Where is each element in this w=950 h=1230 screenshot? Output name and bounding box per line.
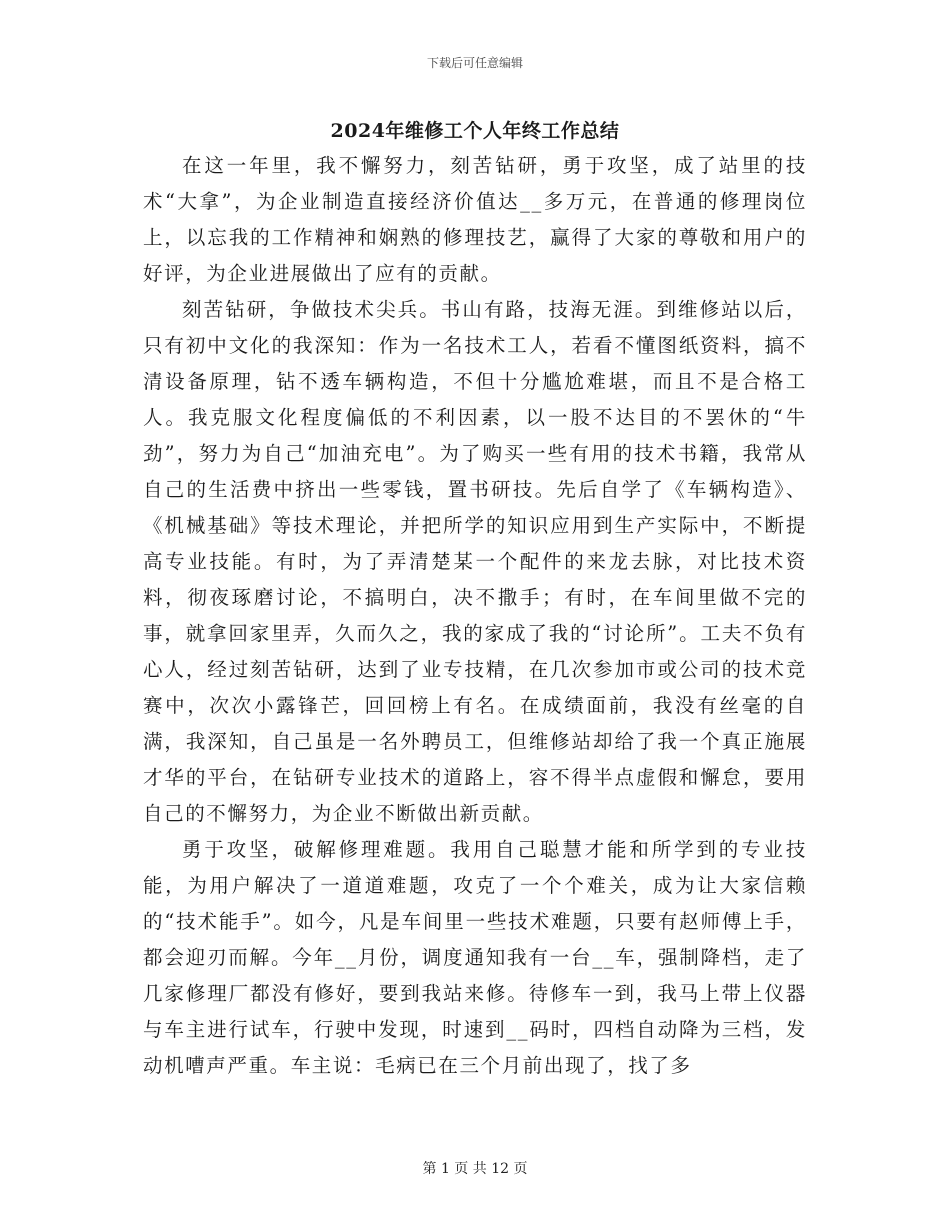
page-number: 第 1 页 共 12 页 (422, 1161, 528, 1177)
paragraph-3: 勇于攻坚，破解修理难题。我用自己聪慧才能和所学到的专业技能，为用户解决了一道道难题，攻克了一个个难关，成为让大家信赖的“技术能手”。如今，凡是车间里一些技术难题，只要有赵师傅上手，都会迎刃而解。今年__月份，调度通知我有一台__车，强制降档，走了几家修理厂都没有修好，要到我站来修。待修车一到，我马上带上仪器与车主进行试车，行驶中发现，时速到__码时，四档自动降为三档，发动机嘈声严重。车主说：毛病已在三个月前出现了，找了多 (143, 838, 807, 1077)
header-note: 下载后可任意编辑 (426, 56, 523, 70)
document-title: 2024年维修工个人年终工作总结 (330, 120, 620, 142)
paragraph-1: 在这一年里，我不懈努力，刻苦钻研，勇于攻坚，成了站里的技术“大拿”，为企业制造直接经济价值达__多万元，在普通的修理岗位上，以忘我的工作精神和娴熟的修理技艺，赢得了大家的尊敬和用户的好评，为企业进展做出了应有的贡献。 (143, 154, 807, 285)
paragraph-2: 刻苦钻研，争做技术尖兵。书山有路，技海无涯。到维修站以后，只有初中文化的我深知：作为一名技术工人，若看不懂图纸资料，搞不清设备原理，钻不透车辆构造，不但十分尴尬难堪，而且不是合格工人。我克服文化程度偏低的不利因素，以一股不达目的不罢休的“牛劲”，努力为自己“加油充电”。为了购买一些有用的技术书籍，我常从自己的生活费中挤出一些零钱，置书研技。先后自学了《车辆构造》、《机械基础》等技术理论，并把所学的知识应用到生产实际中，不断提高专业技能。有时，为了弄清楚某一个配件的来龙去脉，对比技术资料，彻夜琢磨讨论，不搞明白，决不撒手；有时，在车间里做不完的事，就拿回家里弄，久而久之，我的家成了我的“讨论所”。工夫不负有心人，经过刻苦钻研，达到了业专技精，在几次参加市或公司的技术竞赛中，次次小露锋芒，回回榜上有名。在成绩面前，我没有丝毫的自满，我深知，自己虽是一名外聘员工，但维修站却给了我一个真正施展才华的平台，在钻研专业技术的道路上，容不得半点虚假和懈怠，要用自己的不懈努力，为企业不断做出新贡献。 (143, 298, 807, 825)
document-body (143, 148, 807, 1084)
